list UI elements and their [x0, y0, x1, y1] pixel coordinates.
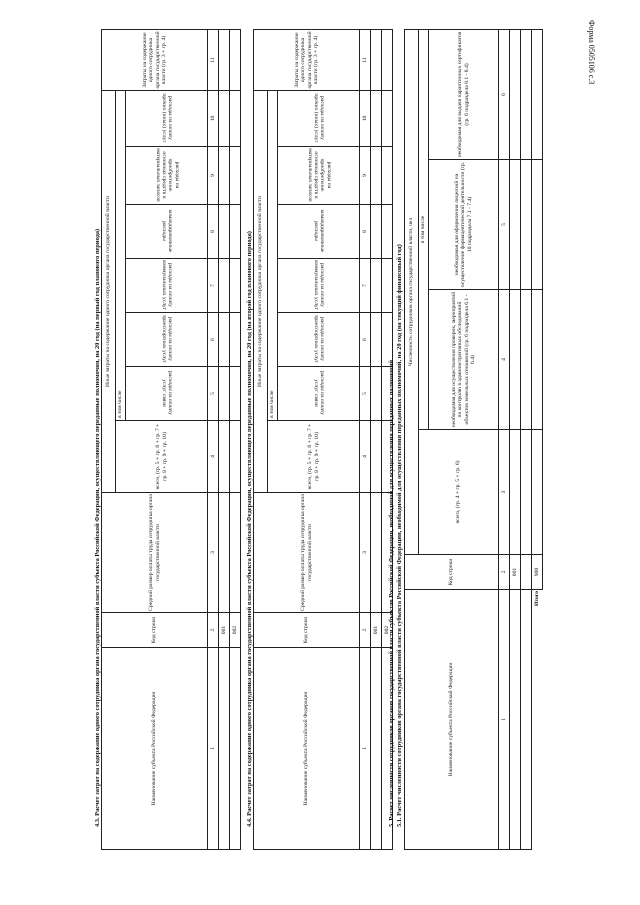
- col-num-3: 3: [499, 430, 510, 555]
- col-5-header: необходимая для оформления лицензий на осуществление фармацевтической деятельности (гр. 10 подраздела 7.1 - 7.4): [429, 160, 499, 290]
- cell[interactable]: [382, 29, 393, 90]
- col-4-header: необходимая для осуществления проверок, мероприятий по контролю в административных обследований объектов земельных отношений (гр. 6 подраздела 6.1 - 6.4): [429, 290, 499, 430]
- table-row: [219, 29, 230, 849]
- col-num-1: 1: [499, 590, 510, 850]
- cell[interactable]: [219, 29, 230, 90]
- col-6-header: расходы на оплату транспортных услуг: [126, 313, 208, 367]
- cell[interactable]: [371, 90, 382, 146]
- cell[interactable]: [371, 147, 382, 205]
- row-code: 001: [510, 555, 521, 590]
- table-4-4: [253, 29, 393, 850]
- section-5-1-title: 5.1. Расчет численности сотрудников органа государственной власти субъекта Российской Федерации, необходимой для осуществления переданных полномочий, на 20 год (на текущий финансовый год): [396, 244, 403, 827]
- cell[interactable]: [371, 313, 382, 367]
- col-num-8: 8: [360, 205, 371, 259]
- cell[interactable]: [521, 29, 532, 159]
- col-9-header: расходы на приобретение основных средств и материальных запасов: [126, 147, 208, 205]
- total-row-code: 900: [532, 555, 543, 590]
- col-in-that-header: в том числе: [268, 90, 278, 420]
- col-other-costs-header: Иные затраты на содержание одного сотрудника органа государственной власти: [102, 90, 116, 492]
- col-name-header: Наименование субъекта Российской Федерации: [254, 648, 360, 850]
- col-11-header: Затраты на содержание одного сотрудника органа государственной власти (гр. 3 + гр. 4): [102, 29, 208, 90]
- table-row: [230, 29, 241, 849]
- col-num-6: 6: [360, 313, 371, 367]
- cell[interactable]: [230, 367, 241, 421]
- col-num-9: 9: [360, 147, 371, 205]
- cell[interactable]: [521, 160, 532, 290]
- table-4-3: [101, 29, 241, 850]
- column-number-row: [360, 29, 371, 849]
- cell[interactable]: [510, 590, 521, 850]
- cell[interactable]: [230, 421, 241, 493]
- cell[interactable]: [219, 421, 230, 493]
- col-num-10: 10: [208, 90, 219, 146]
- cell[interactable]: [521, 555, 532, 590]
- cell[interactable]: [371, 648, 382, 850]
- col-10-header: расходы на оплату прочих (иных) услуг: [278, 90, 360, 146]
- col-total-header: всего, (гр. 5 + гр. 6 + гр. 7 + гр. 8 + гр. 9 + гр. 10): [268, 421, 360, 493]
- cell[interactable]: [521, 430, 532, 555]
- cell[interactable]: [510, 160, 521, 290]
- col-7-header: расходы на оплату коммунальных услуг: [278, 259, 360, 313]
- cell[interactable]: [510, 430, 521, 555]
- section-5-title: 5. Расчет численности сотрудников органов государственной власти субъектов Российской Федерации, необходимой для осуществления переданных полномочий: [388, 359, 395, 827]
- cell[interactable]: [230, 29, 241, 90]
- col-num-9: 9: [208, 147, 219, 205]
- table-row: [371, 29, 382, 849]
- col-other-costs-header: Иные затраты на содержание одного сотрудника органа государственной власти: [254, 90, 268, 492]
- cell[interactable]: [230, 493, 241, 613]
- column-number-row: [499, 29, 510, 849]
- cell[interactable]: [371, 493, 382, 613]
- cell[interactable]: [371, 367, 382, 421]
- col-num-11: 11: [360, 29, 371, 90]
- col-name-header: Наименование субъекта Российской Федерации: [405, 590, 499, 850]
- col-num-1: 1: [360, 648, 371, 850]
- col-code-header: Код строки: [254, 613, 360, 648]
- cell[interactable]: [371, 205, 382, 259]
- total-row: [532, 29, 543, 849]
- cell[interactable]: [382, 313, 393, 367]
- row-code: 002: [382, 613, 393, 648]
- cell[interactable]: [532, 290, 543, 430]
- cell[interactable]: [521, 590, 532, 850]
- col-avg-pay-header: Средний размер оплаты труда сотрудника органа государственной власти: [254, 493, 360, 613]
- col-num-4: 4: [208, 421, 219, 493]
- cell[interactable]: [382, 90, 393, 146]
- col-num-7: 7: [360, 259, 371, 313]
- cell[interactable]: [510, 290, 521, 430]
- col-num-6: 6: [499, 29, 510, 159]
- col-num-5: 5: [499, 160, 510, 290]
- cell[interactable]: [382, 147, 393, 205]
- col-avg-pay-header: Средний размер оплаты труда сотрудника органа государственной власти: [102, 493, 208, 613]
- cell[interactable]: [219, 205, 230, 259]
- cell[interactable]: [230, 648, 241, 850]
- col-num-5: 5: [208, 367, 219, 421]
- cell[interactable]: [219, 367, 230, 421]
- col-num-2: 2: [499, 555, 510, 590]
- col-num-8: 8: [208, 205, 219, 259]
- col-num-1: 1: [208, 648, 219, 850]
- cell[interactable]: [230, 259, 241, 313]
- form-code: Форма 0505106 с.3: [587, 20, 596, 85]
- col-num-11: 11: [208, 29, 219, 90]
- col-in-that-header: в том числе: [419, 29, 429, 429]
- col-8-header: командировочные расходы: [278, 205, 360, 259]
- cell[interactable]: [521, 290, 532, 430]
- col-num-6: 6: [208, 313, 219, 367]
- row-code: 002: [230, 613, 241, 648]
- col-num-10: 10: [360, 90, 371, 146]
- cell[interactable]: [230, 90, 241, 146]
- col-5-header: расходы на оплату услуг связи: [126, 367, 208, 421]
- cell[interactable]: [219, 147, 230, 205]
- col-staff-count-header: Численность сотрудников органа государственной власти, чел: [405, 29, 419, 554]
- col-name-header: Наименование субъекта Российской Федерации: [102, 648, 208, 850]
- cell[interactable]: [219, 90, 230, 146]
- col-num-3: 3: [208, 493, 219, 613]
- total-label: Итого: [534, 591, 541, 607]
- col-num-2: 2: [208, 613, 219, 648]
- cell[interactable]: [219, 493, 230, 613]
- row-code: 001: [371, 613, 382, 648]
- col-total-header: всего, (гр. 4 + гр. 5 + гр. 6): [419, 430, 499, 555]
- col-10-header: расходы на оплату прочих (иных) услуг: [126, 90, 208, 146]
- col-num-7: 7: [208, 259, 219, 313]
- col-8-header: командировочные расходы: [126, 205, 208, 259]
- table-row: [510, 29, 521, 849]
- cell[interactable]: [382, 205, 393, 259]
- col-code-header: Код строки: [405, 555, 499, 590]
- cell[interactable]: [532, 29, 543, 159]
- row-code: 001: [219, 613, 230, 648]
- col-num-4: 4: [499, 290, 510, 430]
- col-num-4: 4: [360, 421, 371, 493]
- col-9-header: расходы на приобретение основных средств и материальных запасов: [278, 147, 360, 205]
- cell[interactable]: [510, 29, 521, 159]
- cell[interactable]: [371, 421, 382, 493]
- cell[interactable]: [219, 259, 230, 313]
- col-code-header: Код строки: [102, 613, 208, 648]
- table-5-1: [404, 29, 543, 850]
- cell[interactable]: [532, 160, 543, 290]
- cell[interactable]: [230, 313, 241, 367]
- column-number-row: [208, 29, 219, 849]
- section-4-3-title: 4.3. Расчет затрат на содержание одного сотрудника органа государственной власти субъекта Российской Федерации, осуществляющего переданные полномочия, на 20 год (на первый год планового периода): [94, 228, 101, 827]
- cell[interactable]: [219, 648, 230, 850]
- cell[interactable]: [371, 259, 382, 313]
- col-num-2: 2: [360, 613, 371, 648]
- col-in-that-header: в том числе: [116, 90, 126, 420]
- col-6-header: необходимая для выдачи карантинных сертификатов (гр. 6 подраздела 8.1 - 8.4): [429, 29, 499, 159]
- cell[interactable]: [219, 313, 230, 367]
- col-7-header: расходы на оплату коммунальных услуг: [126, 259, 208, 313]
- col-num-5: 5: [360, 367, 371, 421]
- cell[interactable]: [532, 430, 543, 555]
- cell[interactable]: [371, 29, 382, 90]
- col-5-header: расходы на оплату услуг связи: [278, 367, 360, 421]
- col-6-header: расходы на оплату транспортных услуг: [278, 313, 360, 367]
- table-row: [521, 29, 532, 849]
- section-4-4-title: 4.4. Расчет затрат на содержание одного сотрудника органа государственной власти субъекта Российской Федерации, осуществляющего переданные полномочия, на 20 год (на второй год планового периода): [246, 231, 253, 827]
- cell[interactable]: [382, 259, 393, 313]
- col-11-header: Затраты на содержание одного сотрудника органа государственной власти (гр. 3 + гр. 4): [254, 29, 360, 90]
- col-num-3: 3: [360, 493, 371, 613]
- cell[interactable]: [230, 205, 241, 259]
- col-total-header: всего, (гр. 5 + гр. 6 + гр. 7 + гр. 8 + гр. 9 + гр. 10): [116, 421, 208, 493]
- cell[interactable]: [230, 147, 241, 205]
